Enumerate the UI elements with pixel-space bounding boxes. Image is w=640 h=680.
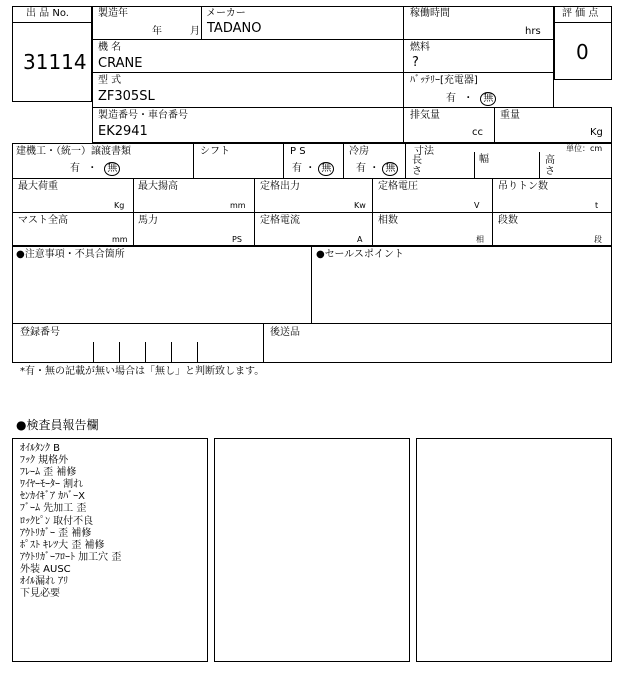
battery-no-circled: 無	[480, 92, 496, 106]
phase-label: 相数	[378, 215, 398, 226]
width-label: 幅	[479, 154, 489, 165]
year-label: 製造年	[98, 8, 128, 19]
month-unit: 月	[190, 26, 200, 37]
height-label: 高 さ	[545, 155, 555, 177]
cert-dot: ・	[87, 163, 98, 174]
max-load-unit: Kg	[114, 201, 125, 210]
inspector-line: ﾌﾞｰﾑ 先加工 歪	[20, 503, 87, 515]
rated-output-unit: Kw	[354, 201, 366, 210]
battery-dot: ・	[463, 93, 474, 104]
fuel-value: ?	[412, 55, 419, 70]
model-name-value: CRANE	[98, 56, 143, 71]
inspector-line: 下見必要	[20, 588, 60, 600]
rated-voltage-unit: V	[474, 201, 480, 210]
cooling-options	[356, 162, 398, 176]
steps-label: 段数	[498, 215, 518, 226]
steps-unit: 段	[594, 235, 602, 244]
weight-unit: Kg	[590, 127, 603, 138]
cert-options	[70, 162, 120, 176]
maker-value: TADANO	[207, 21, 262, 36]
horsepower-unit: PS	[232, 235, 242, 244]
inspector-line: ﾌｯｸ 規格外	[20, 455, 69, 467]
cert-label: 建機工・（統一）譲渡書類	[16, 146, 131, 157]
hours-unit: hrs	[525, 26, 541, 37]
cooling-no-circled: 無	[382, 162, 398, 176]
inspector-box-2	[214, 438, 410, 662]
inspector-line: ｵｲﾙﾀﾝｸ B	[20, 443, 61, 454]
inspector-line: ﾎﾟｽﾄ ｷﾚﾂ大 歪 補修	[20, 539, 105, 551]
inspector-line: ｵｲﾙ漏れ ｱﾘ	[20, 576, 69, 588]
cooling-dot: ・	[369, 163, 380, 174]
spec-grid	[12, 143, 612, 246]
rated-output-label: 定格出力	[260, 181, 300, 192]
mast-height-label: マスト全高	[18, 215, 68, 226]
displacement-unit: cc	[472, 127, 483, 138]
footnote: *有・無の記載が無い場合は「無し」と判断致します。	[20, 366, 265, 377]
max-lift-unit: mm	[230, 201, 246, 210]
ps-no-circled: 無	[318, 162, 334, 176]
rated-current-unit: A	[357, 235, 363, 244]
serial-value: EK2941	[98, 124, 148, 139]
phase-unit: 相	[476, 235, 484, 244]
lot-number: 31114	[23, 50, 87, 74]
cert-no-circled: 無	[104, 162, 120, 176]
fuel-label: 燃料	[410, 42, 430, 53]
max-load-label: 最大荷重	[18, 181, 58, 192]
sales-point-label: ●セールスポイント	[316, 249, 404, 260]
weight-label: 重量	[500, 110, 520, 121]
ps-options	[292, 162, 334, 176]
ps-dot: ・	[305, 163, 316, 174]
type-label: 型 式	[98, 75, 122, 86]
hours-label: 稼働時間	[410, 8, 450, 19]
rated-current-label: 定格電流	[260, 215, 300, 226]
ps-yes: 有	[292, 163, 302, 174]
registration-row	[12, 323, 612, 363]
max-lift-label: 最大揚高	[138, 181, 178, 192]
rated-voltage-label: 定格電圧	[378, 181, 418, 192]
type-value: ZF305SL	[98, 89, 155, 104]
inspector-line: ｾﾝｶｲｷﾞｱ ｶﾊﾞｰX	[20, 491, 86, 503]
shipping-label: 後送品	[270, 327, 300, 338]
mast-height-unit: mm	[112, 235, 128, 244]
registration-label: 登録番号	[20, 327, 60, 338]
battery-yes: 有	[446, 93, 456, 104]
inspector-line: ﾜｲﾔｰﾓｰﾀｰ 割れ	[20, 479, 84, 491]
serial-label: 製造番号・車台番号	[98, 110, 188, 121]
lift-tons-label: 吊りトン数	[498, 181, 548, 192]
inspector-title: ●検査員報告欄	[16, 418, 99, 432]
inspector-lines	[20, 443, 121, 600]
ps-label: P S	[290, 146, 306, 157]
length-label: 長 さ	[412, 155, 422, 177]
cooling-yes: 有	[356, 163, 366, 174]
horsepower-label: 馬力	[138, 215, 158, 226]
battery-options	[446, 92, 496, 106]
model-name-label: 機 名	[98, 42, 122, 53]
cooling-label: 冷房	[349, 146, 369, 157]
dimensions-label: 寸法	[414, 146, 434, 157]
cert-yes: 有	[70, 163, 80, 174]
dimensions-unit: 単位：cm	[566, 144, 603, 153]
displacement-label: 排気量	[410, 110, 440, 121]
score-value: 0	[576, 40, 589, 64]
inspector-line: 外装 AUSC	[20, 563, 71, 575]
inspector-box-3	[416, 438, 612, 662]
lift-tons-unit: t	[595, 201, 599, 210]
battery-label: ﾊﾞｯﾃﾘｰ[充電器]	[410, 75, 478, 86]
lot-number-label: 出 品 No.	[26, 8, 69, 19]
inspector-line: ｱｳﾄﾘｶﾞｰ 歪 補修	[20, 527, 92, 539]
shift-label: シフト	[200, 146, 230, 157]
inspector-line: ｱｳﾄﾘｶﾞｰﾌﾛｰﾄ 加工穴 歪	[20, 551, 122, 563]
inspector-line: ﾌﾚｰﾑ 歪 補修	[20, 467, 77, 479]
maker-label: メーカー	[206, 8, 246, 19]
score-label: 評 価 点	[562, 8, 599, 19]
caution-label: ●注意事項・不具合箇所	[16, 249, 125, 260]
year-unit: 年	[152, 26, 162, 37]
inspector-line: ﾛｯｸﾋﾟﾝ 取付不良	[20, 515, 94, 527]
